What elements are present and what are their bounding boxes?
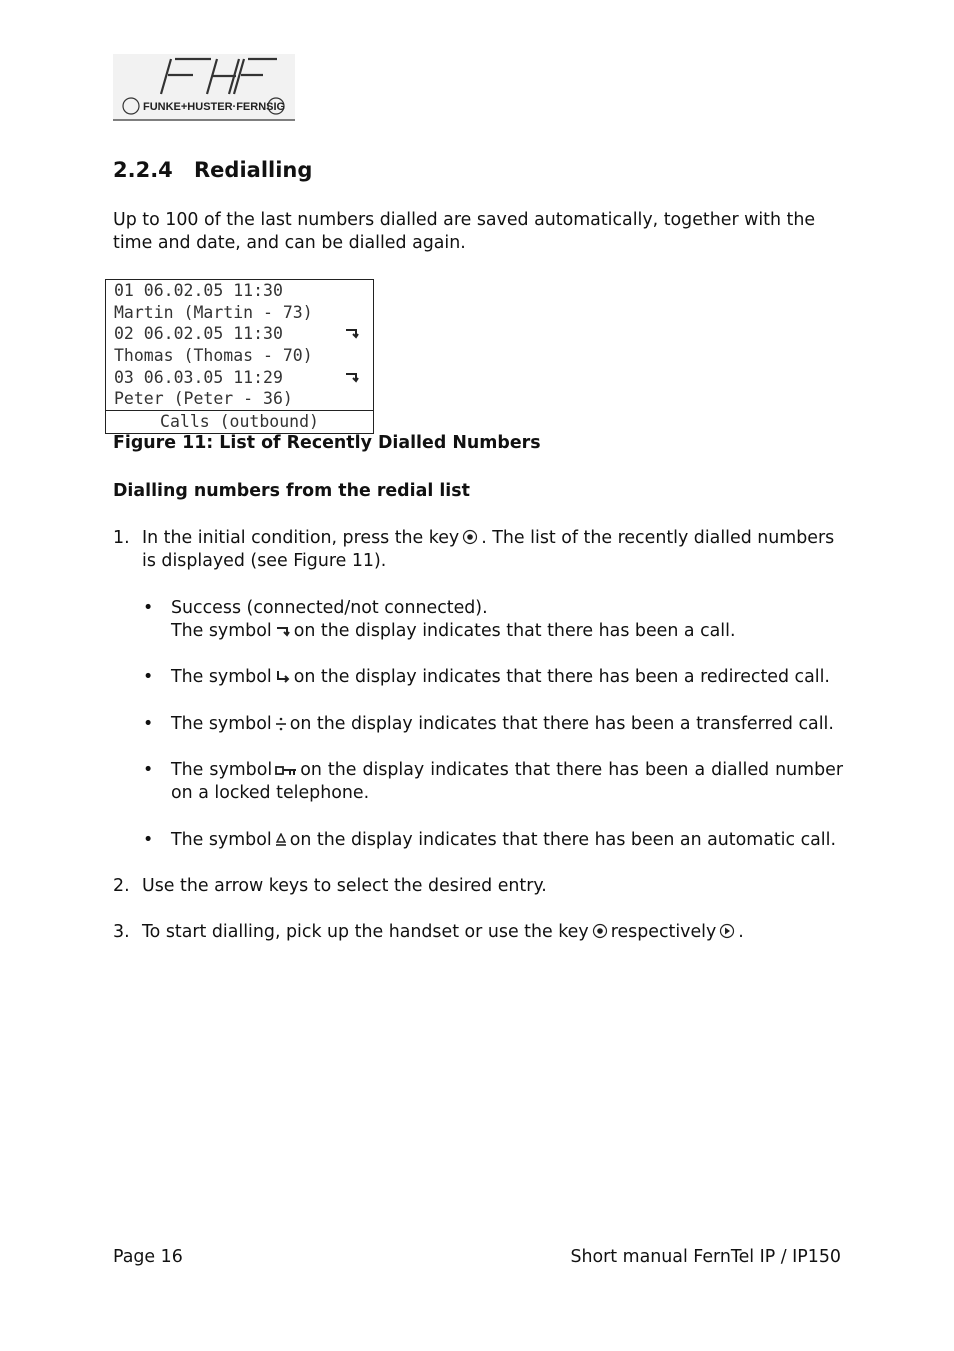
call-symbol-icon xyxy=(344,370,360,384)
bullet-5-after: on the display indicates that there has been an automatic call. xyxy=(289,830,836,850)
display-line: 03 06.03.05 11:29 xyxy=(114,368,283,387)
bullet-5-text xyxy=(171,829,843,852)
transfer-symbol-icon xyxy=(275,717,287,731)
display-line: Martin (Martin - 73) xyxy=(114,303,313,322)
redial-key-icon xyxy=(592,923,608,939)
bullet-1-line1: Success (connected/not connected). xyxy=(171,598,488,618)
bullet-1-after: on the display indicates that there has been a call. xyxy=(293,621,736,641)
bullet-3-before: The symbol xyxy=(171,714,272,734)
bullet-1-text xyxy=(171,597,843,643)
call-symbol-icon xyxy=(344,326,360,340)
step-number: 2. xyxy=(113,876,130,896)
step-1-text xyxy=(142,527,843,573)
section-title: Redialling xyxy=(194,158,313,182)
display-footer: Calls (outbound) xyxy=(106,410,373,433)
company-logo xyxy=(113,54,295,124)
auto-call-symbol-icon xyxy=(275,833,287,847)
document-title: Short manual FernTel IP / IP150 xyxy=(570,1247,841,1267)
subheading: Dialling numbers from the redial list xyxy=(113,481,470,501)
redirect-symbol-icon xyxy=(275,670,291,684)
step-number: 3. xyxy=(113,922,130,942)
bullet-2-before: The symbol xyxy=(171,667,272,687)
dial-key-icon xyxy=(719,923,735,939)
bullet-3-text xyxy=(171,713,843,736)
step-2-text: Use the arrow keys to select the desired entry. xyxy=(142,876,547,896)
bullet-marker: • xyxy=(143,714,154,734)
display-line: Peter (Peter - 36) xyxy=(114,389,293,408)
bullet-4-before: The symbol xyxy=(171,760,273,780)
redial-key-icon xyxy=(462,529,478,545)
bullet-marker: • xyxy=(143,667,154,687)
step-number: 1. xyxy=(113,528,130,548)
call-symbol-icon xyxy=(275,624,291,638)
svg-text:FUNKE+HUSTER·FERNSIG: FUNKE+HUSTER·FERNSIG xyxy=(143,101,286,113)
step-3-before: To start dialling, pick up the handset or use the key xyxy=(142,922,589,942)
phone-display xyxy=(105,279,374,434)
figure-caption: Figure 11: List of Recently Dialled Numbers xyxy=(113,433,541,453)
section-number: 2.2.4 xyxy=(113,158,173,182)
bullet-5-before: The symbol xyxy=(171,830,272,850)
step-3-middle: respectively xyxy=(610,922,717,942)
display-line: Thomas (Thomas - 70) xyxy=(114,346,313,365)
bullet-1-before: The symbol xyxy=(171,621,272,641)
bullet-2-text xyxy=(171,666,843,689)
key-symbol-icon xyxy=(275,765,297,777)
display-line: 01 06.02.05 11:30 xyxy=(114,281,283,300)
bullet-marker: • xyxy=(143,760,154,780)
bullet-2-after: on the display indicates that there has been a redirected call. xyxy=(293,667,830,687)
page-number: Page 16 xyxy=(113,1247,183,1267)
bullet-3-after: on the display indicates that there has been a transferred call. xyxy=(289,714,834,734)
step-3-text xyxy=(142,921,842,944)
bullet-4-text xyxy=(171,759,843,805)
intro-paragraph: Up to 100 of the last numbers dialled are saved automatically, together with the time and date, and can be dialled again. xyxy=(113,210,816,253)
bullet-4-after: on the display indicates that there has been a dialled number on a locked telephone. xyxy=(171,760,843,803)
bullet-marker: • xyxy=(143,830,154,850)
step-1-before: In the initial condition, press the key xyxy=(142,528,460,548)
step-3-after: . xyxy=(738,922,744,942)
display-line: 02 06.02.05 11:30 xyxy=(114,324,283,343)
bullet-marker: • xyxy=(143,598,154,618)
step-1-after: . The list of the recently dialled numbers is displayed (see Figure 11). xyxy=(142,528,835,571)
section-heading xyxy=(113,158,312,182)
